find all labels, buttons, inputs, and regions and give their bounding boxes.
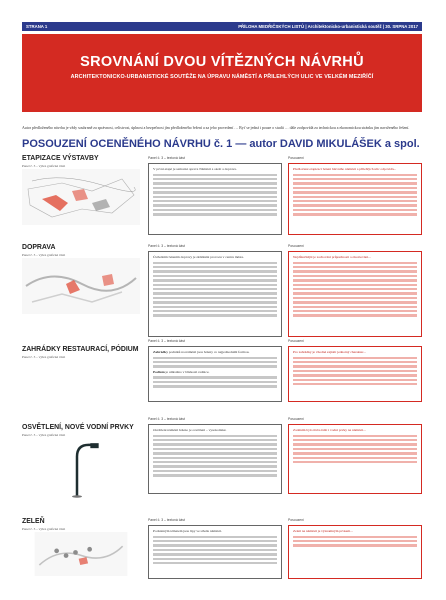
section-title: ZAHRÁDKY RESTAURACÍ, PÓDIUM [22,346,139,353]
panel-text-box [148,251,282,337]
section-subtitle: Panel č. 3 – výřez grafické části [22,355,66,359]
opinion-label: Posouzení [288,339,305,343]
opinion-text: Nejdůležitější je zachování průjezdnosti a zásobování... [293,255,371,259]
opinion-label: Posouzení [288,518,305,522]
panel-label: Panel č. 3 – textová část [148,339,185,343]
opinion-text: Zeleň na náměstí je významným prvkem... [293,529,353,533]
intro-paragraph: Autor předloženého návrhu je vždy souhrnně za správnost, celistvost, úplnost a bezpečnost jím předloženého řešení a za jeho provedení … Byť se jedná i pouze o studii … dále zodpovídá za technickou a ekonomickou stránku jím navrženého řešení. [22,126,410,130]
panel-label: Panel č. 3 – textová část [148,156,185,160]
site-plan-image [22,169,140,225]
banner-title: SROVNÁNÍ DVOU VÍTĚZNÝCH NÁVRHŮ [80,54,364,70]
opinion-text-box [288,163,422,235]
section-etapizace [22,155,422,235]
panel-text: podniků na náměstí jsou řešeny co nejjednodušší formou. [167,350,250,354]
top-bar [22,22,422,31]
section-title: DOPRAVA [22,244,56,251]
opinion-label: Posouzení [288,156,305,160]
page-number: STRANA 1 [26,24,48,29]
opinion-text-box [288,251,422,337]
opinion-label: Posouzení [288,417,305,421]
panel-lead: Zahrádky [153,350,168,354]
panel-text-box [148,163,282,235]
section-doprava [22,244,422,336]
greenery-plan-image [22,532,140,576]
section-zelen [22,518,422,578]
section-osvetleni [22,417,422,504]
section-subtitle: Panel č. 3 – výřez grafické části [22,164,66,168]
opinion-text: Předložené etapizaci řešení hlavního náměstí a přilehlých ulic odpovídá... [293,167,397,171]
section-zahradky [22,339,422,400]
opinion-text: Zadáním bylo třeba řešit i vodní prvky na náměstí... [293,428,366,432]
panel-text: Ústředním řešením dopravy je zklidnění provozu v centru města. [153,255,244,259]
panel-label: Panel č. 3 – textová část [148,417,185,421]
panel-text: Osvětlení náměstí řešeno je osvětlení – vysokotlaké. [153,428,227,432]
opinion-text: Pro zahrádky je vhodné zajistit jednotný charakter... [293,350,366,354]
panel-text-box [148,525,282,579]
panel-text: Podstatným tématem jsou lípy ve středu náměstí. [153,529,222,533]
panel-text-2: je umístěno v blízkosti radnice. [164,369,210,374]
opinion-text-box [288,525,422,579]
opinion-text-box [288,346,422,402]
section-title: OSVĚTLENÍ, NOVÉ VODNÍ PRVKY [22,424,134,431]
section-subtitle: Panel č. 3 – výřez grafické části [22,253,66,257]
opinion-label: Posouzení [288,244,305,248]
assessment-heading: POSOUZENÍ OCENĚNÉHO NÁVRHU č. 1 — autor DAVID MIKULÁŠEK a spol. [22,138,420,150]
publication-line: PŘÍLOHA MEDŘIČSKÝCH LISTŮ | Architektonicko-urbanistická soutěž | 30. SRPNA 2017 [238,24,418,29]
panel-lead-2: Podium [153,369,165,374]
panel-text: V první etapě je samotná oprava Náměstí a okolí a doprava. [153,167,237,171]
panel-text-box [148,424,282,494]
title-banner [22,34,422,112]
panel-text-box [148,346,282,402]
section-subtitle: Panel č. 3 – výřez grafické části [22,433,66,437]
section-title: ZELEŇ [22,518,45,525]
panel-label: Panel č. 3 – textová část [148,518,185,522]
opinion-text-box [288,424,422,494]
street-lamp-image [52,438,102,500]
panel-label: Panel č. 3 – textová část [148,244,185,248]
banner-subtitle: ARCHITEKTONICKO-URBANISTICKÉ SOUTĚŽE NA ÚPRAVU NÁMĚSTÍ A PŘILEHLÝCH ULIC VE VELKÉM MEZIŘÍČÍ [70,74,374,80]
traffic-plan-image [22,258,140,314]
section-subtitle: Panel č. 3 – výřez grafické části [22,527,66,531]
section-title: ETAPIZACE VÝSTAVBY [22,155,99,162]
